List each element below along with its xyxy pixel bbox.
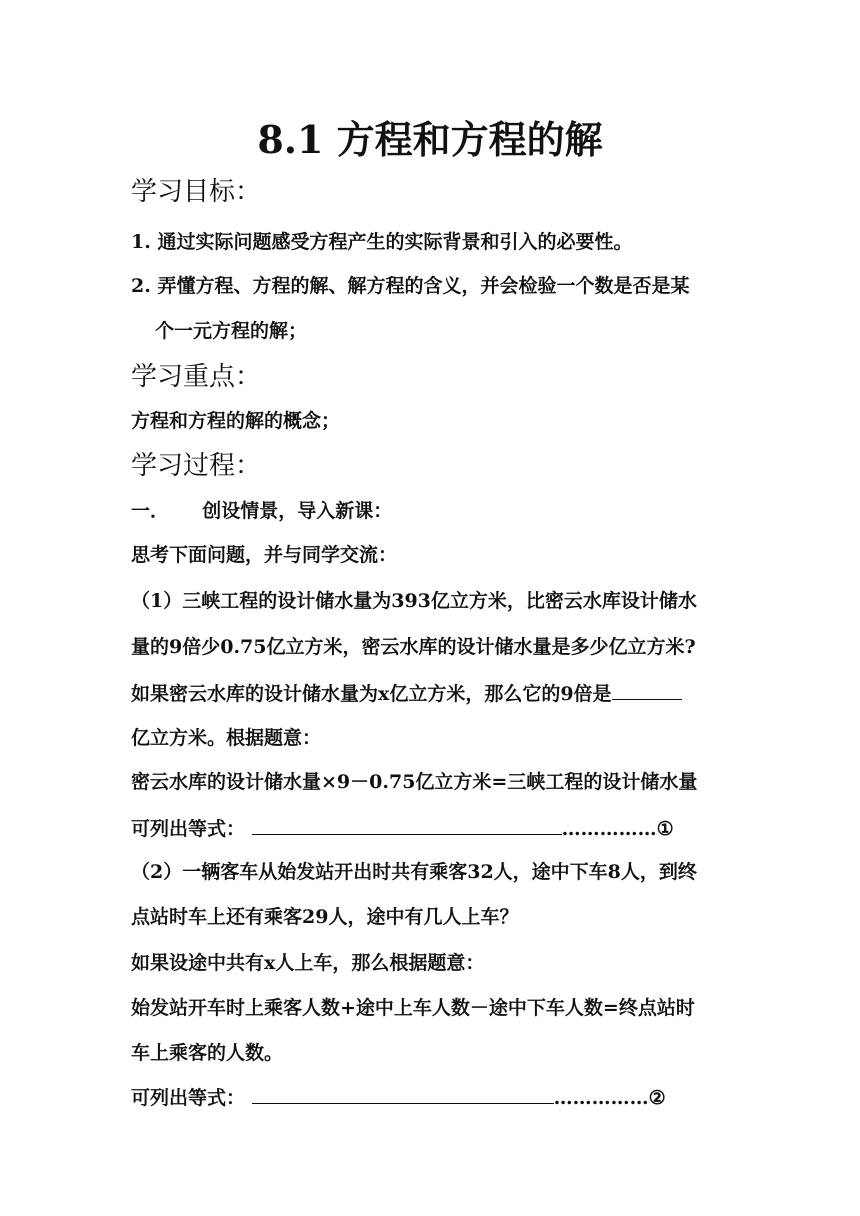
objectives-heading: 学习目标： <box>131 177 262 207</box>
equation-1-marker: ……………① <box>561 818 674 840</box>
answer-blank-1[interactable] <box>612 679 682 700</box>
section-1-heading <box>131 497 392 525</box>
process-heading: 学习过程： <box>131 451 262 481</box>
equation-2-line <box>131 1083 666 1112</box>
equation-2-blank[interactable] <box>252 1083 554 1104</box>
objective-1-number: 1. <box>131 231 151 253</box>
problem-2-line-5: 车上乘客的人数。 <box>131 1042 284 1064</box>
page-title: 8.1 方程和方程的解 <box>257 117 603 162</box>
equation-2-label: 可列出等式： <box>131 1087 246 1109</box>
objective-item-1 <box>131 228 632 256</box>
problem-2-line-3: 如果设途中共有x人上车，那么根据题意： <box>131 952 485 974</box>
problem-1-line-1: （1）三峡工程的设计储水量为393亿立方米，比密云水库设计储水 <box>131 590 697 612</box>
equation-2-marker: ……………② <box>553 1087 666 1109</box>
objective-2-continuation: 个一元方程的解； <box>155 320 308 342</box>
objective-2-text: 弄懂方程、方程的解、解方程的含义，并会检验一个数是否是某 <box>157 275 690 297</box>
problem-2-line-1: （2）一辆客车从始发站开出时共有乘客32人，途中下车8人，到终 <box>131 861 697 883</box>
equation-1-blank[interactable] <box>252 814 562 835</box>
objective-1-text: 通过实际问题感受方程产生的实际背景和引入的必要性。 <box>157 231 633 253</box>
problem-2-line-4: 始发站开车时上乘客人数+途中上车人数－途中下车人数=终点站时 <box>131 997 695 1019</box>
problem-1-line-2: 量的9倍少0.75亿立方米，密云水库的设计储水量是多少亿立方米? <box>131 636 696 658</box>
problem-1-line-3 <box>131 679 682 708</box>
objective-2-number: 2. <box>131 275 151 297</box>
problem-1-line-5: 密云水库的设计储水量×9－0.75亿立方米=三峡工程的设计储水量 <box>131 771 698 793</box>
problem-1-line-3-text: 如果密云水库的设计储水量为x亿立方米，那么它的9倍是 <box>131 683 612 705</box>
equation-1-line <box>131 814 674 843</box>
objective-item-2 <box>131 272 689 300</box>
problem-1-line-4: 亿立方米。根据题意： <box>131 727 322 749</box>
section-1-number: 一． <box>131 500 170 522</box>
key-points-text: 方程和方程的解的概念； <box>131 410 341 432</box>
problem-2-line-2: 点站时车上还有乘客29人，途中有几人上车？ <box>131 906 519 928</box>
section-1-label: 创设情景，导入新课： <box>202 500 393 522</box>
intro-text: 思考下面问题，并与同学交流： <box>131 544 398 566</box>
key-points-heading: 学习重点： <box>131 362 262 392</box>
equation-1-label: 可列出等式： <box>131 818 246 840</box>
